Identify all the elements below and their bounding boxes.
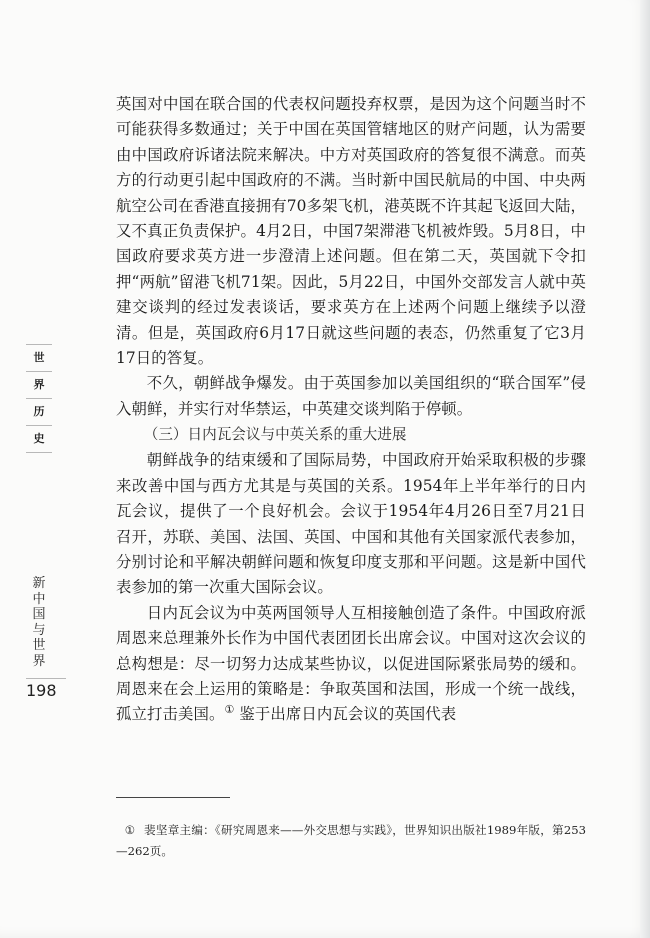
- series-title-vertical: [26, 344, 52, 453]
- paragraph-text: 鉴于出席日内瓦会议的英国代表: [234, 705, 457, 724]
- series-char: 史: [26, 426, 52, 453]
- footnote-text: 裴坚章主编：《研究周恩来——外交思想与实践》，世界知识出版社1989年版，第253—262页。: [116, 823, 586, 858]
- series-char: 世: [26, 344, 52, 372]
- paragraph-text: 日内瓦会议为中英两国领导人互相接触创造了条件。中国政府派周恩来总理兼外长作为中国代表团团长出席会议。中国对这次会议的总构想是：尽一切努力达成某些协议，以促进国际紧张局势的缓和。周恩来在会上运用的策略是：争取英国和法国，形成一个统一战线，孤立打击美国。: [116, 603, 586, 724]
- paragraph: 朝鲜战争的结束缓和了国际局势，中国政府开始采取积极的步骤来改善中国与西方尤其是与英国的关系。1954年上半年举行的日内瓦会议，提供了一个良好机会。会议于1954年4月26日至7月21日召开，苏联、美国、法国、英国、中国和其他有关国家派代表参加，分别讨论和平解决朝鲜问题和恢复印度支那和平问题。这是新中国代表参加的第一次重大国际会议。: [116, 451, 586, 597]
- paragraph: 不久，朝鲜战争爆发。由于英国参加以美国组织的“联合国军”侵入朝鲜，并实行对华禁运，中英建交谈判陷于停顿。: [116, 374, 586, 418]
- series-char: 历: [26, 399, 52, 426]
- page-edge-shadow: [640, 0, 650, 938]
- paragraph: [116, 601, 586, 728]
- footnote: [116, 820, 586, 862]
- footnote-mark: ①: [124, 823, 136, 837]
- paragraph: 英国对中国在联合国的代表权问题投弃权票，是因为这个问题当时不可能获得多数通过；关于中国在英国管辖地区的财产问题，认为需要由中国政府诉诸法院来解决。中方对英国政府的答复很不满意。而英方的行动更引起中国政府的不满。当时新中国民航局的中国、中央两航空公司在香港直接拥有70多架飞机，港英既不许其起飞返回大陆，又不真正负责保护。4月2日，中国7架滞港飞机被炸毁。5月8日，中国政府要求英方进一步澄清上述问题。但在第二天，英国就下令扣押“两航”留港飞机71架。因此，5月22日，中国外交部发言人就中英建交谈判的经过发表谈话，要求英方在上述两个问题上继续予以澄清。但是，英国政府6月17日就这些问题的表态，仍然重复了它3月17日的答复。: [116, 95, 586, 368]
- series-char: 界: [26, 372, 52, 399]
- body-text: [116, 92, 586, 728]
- section-heading: （三）日内瓦会议与中英关系的重大进展: [143, 426, 407, 444]
- book-title-vertical: 新中国与世界: [32, 576, 46, 669]
- page-number: 198: [26, 678, 66, 700]
- footnote-divider: [116, 797, 230, 798]
- footnote-reference[interactable]: ①: [224, 703, 235, 717]
